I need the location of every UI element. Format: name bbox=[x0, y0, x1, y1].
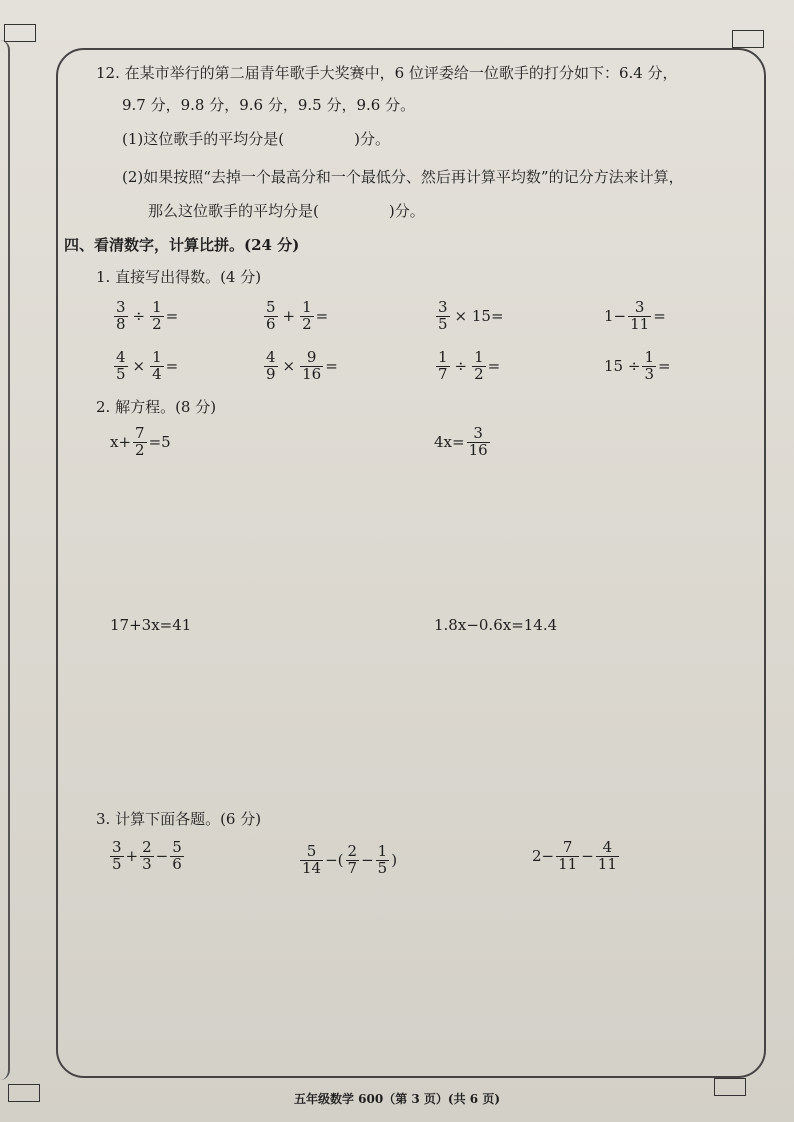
q12-line1: 12. 在某市举行的第二届青年歌手大奖赛中，6 位评委给一位歌手的打分如下：6.4 分， bbox=[96, 64, 678, 82]
section4-heading: 四、看清数字，计算比拼。(24 分) bbox=[64, 236, 300, 254]
numerator: 1 bbox=[152, 298, 162, 316]
part1-title: 1. 直接写出得数。(4 分) bbox=[96, 268, 262, 286]
part3-title: 3. 计算下面各题。(6 分) bbox=[96, 810, 262, 828]
denominator: 2 bbox=[302, 314, 312, 333]
fraction bbox=[436, 350, 450, 383]
fraction bbox=[114, 300, 128, 333]
calc-problem-1 bbox=[108, 840, 186, 873]
fraction bbox=[114, 350, 128, 383]
numerator: 1 bbox=[302, 298, 312, 316]
oral-calc-5 bbox=[112, 350, 178, 383]
operator: × bbox=[132, 357, 146, 376]
denominator: 2 bbox=[135, 440, 145, 459]
denominator: 5 bbox=[377, 858, 388, 877]
operator: = bbox=[165, 307, 179, 326]
operator: ÷ bbox=[132, 307, 146, 326]
fraction bbox=[628, 300, 651, 333]
fraction bbox=[300, 844, 323, 877]
denominator: 8 bbox=[116, 314, 126, 333]
equation-4: 1.8x−0.6x=14.4 bbox=[434, 616, 558, 634]
oral-calc-3 bbox=[434, 300, 507, 333]
equation-3: 17+3x=41 bbox=[110, 616, 192, 634]
fraction bbox=[170, 840, 184, 873]
denominator: 16 bbox=[468, 440, 488, 459]
calc-problem-3 bbox=[532, 840, 621, 873]
operator: − bbox=[155, 847, 169, 866]
fraction bbox=[436, 300, 450, 333]
fraction bbox=[140, 840, 154, 873]
numerator: 9 bbox=[306, 348, 317, 366]
operator: + bbox=[125, 847, 139, 866]
fraction bbox=[642, 350, 656, 383]
oral-calc-6 bbox=[262, 350, 338, 383]
oral-calc-7 bbox=[434, 350, 500, 383]
operator: − bbox=[361, 851, 374, 870]
operator: ÷ bbox=[454, 357, 468, 376]
part2-title: 2. 解方程。(8 分) bbox=[96, 398, 217, 416]
fraction bbox=[150, 350, 164, 383]
denominator: 3 bbox=[142, 854, 152, 873]
corner-marker-top-left bbox=[4, 24, 36, 42]
q12-part1 bbox=[122, 132, 390, 147]
operator: = bbox=[165, 357, 179, 376]
operator: = bbox=[657, 357, 671, 376]
denominator: 6 bbox=[266, 314, 276, 333]
operator: =5 bbox=[148, 433, 171, 452]
operator: x+ bbox=[110, 433, 132, 452]
fraction bbox=[472, 350, 486, 383]
equation-1 bbox=[110, 426, 171, 459]
numerator: 3 bbox=[473, 424, 483, 442]
denominator: 2 bbox=[152, 314, 162, 333]
numerator: 3 bbox=[116, 298, 126, 316]
oral-calc-4 bbox=[604, 300, 666, 333]
fraction bbox=[264, 300, 278, 333]
operator: 15 ÷ bbox=[604, 357, 641, 376]
operator: × 15= bbox=[454, 307, 504, 326]
oral-calc-1 bbox=[112, 300, 178, 333]
denominator: 2 bbox=[474, 364, 484, 383]
numerator: 1 bbox=[438, 348, 448, 366]
operator: × bbox=[282, 357, 296, 376]
numerator: 3 bbox=[634, 298, 645, 316]
oral-calc-8 bbox=[604, 350, 671, 383]
q12-line2: 9.7 分，9.8 分，9.6 分，9.5 分，9.6 分。 bbox=[122, 96, 416, 114]
operator: 2− bbox=[532, 847, 555, 866]
operator: 1− bbox=[604, 307, 627, 326]
q12-part2-unit: )分。 bbox=[388, 202, 425, 220]
numerator: 1 bbox=[152, 348, 162, 366]
operator: ) bbox=[391, 851, 398, 870]
numerator: 5 bbox=[306, 842, 317, 860]
numerator: 1 bbox=[644, 348, 654, 366]
operator: 4x= bbox=[434, 433, 465, 452]
denominator: 4 bbox=[152, 364, 162, 383]
fraction bbox=[596, 840, 619, 873]
denominator: 9 bbox=[266, 364, 276, 383]
fraction bbox=[133, 426, 147, 459]
operator: = bbox=[315, 307, 329, 326]
operator: −( bbox=[325, 851, 344, 870]
q12-part2-text: 那么这位歌手的平均分是( bbox=[148, 202, 319, 220]
denominator: 3 bbox=[644, 364, 654, 383]
previous-page-edge bbox=[0, 40, 10, 1080]
denominator: 6 bbox=[172, 854, 182, 873]
numerator: 4 bbox=[116, 348, 126, 366]
operator: − bbox=[581, 847, 594, 866]
corner-marker-top-right bbox=[732, 30, 764, 48]
fraction bbox=[376, 844, 390, 877]
numerator: 3 bbox=[112, 838, 122, 856]
q12-part1-text: (1)这位歌手的平均分是( bbox=[122, 130, 285, 148]
fraction bbox=[300, 300, 314, 333]
denominator: 5 bbox=[116, 364, 126, 383]
numerator: 2 bbox=[347, 842, 358, 860]
operator: = bbox=[487, 357, 501, 376]
denominator: 11 bbox=[630, 314, 650, 333]
operator: + bbox=[282, 307, 296, 326]
fraction bbox=[556, 840, 579, 873]
q12-part2: (2)如果按照“去掉一个最高分和一个最低分、然后再计算平均数”的记分方法来计算， bbox=[122, 168, 684, 186]
denominator: 11 bbox=[558, 854, 578, 873]
numerator: 1 bbox=[474, 348, 484, 366]
fraction bbox=[150, 300, 164, 333]
numerator: 2 bbox=[142, 838, 152, 856]
operator: = bbox=[325, 357, 338, 376]
numerator: 7 bbox=[135, 424, 145, 442]
denominator: 16 bbox=[302, 364, 322, 383]
numerator: 5 bbox=[172, 838, 182, 856]
q12-part2-cont bbox=[148, 204, 425, 219]
q12-part1-unit: )分。 bbox=[354, 130, 390, 148]
denominator: 14 bbox=[302, 858, 322, 877]
numerator: 3 bbox=[438, 298, 448, 316]
operator: = bbox=[653, 307, 666, 326]
denominator: 5 bbox=[438, 314, 448, 333]
fraction bbox=[467, 426, 490, 459]
page-footer: 五年级数学 600（第 3 页）(共 6 页) bbox=[294, 1092, 500, 1106]
numerator: 1 bbox=[377, 842, 388, 860]
denominator: 7 bbox=[347, 858, 358, 877]
numerator: 7 bbox=[562, 838, 573, 856]
fraction bbox=[264, 350, 278, 383]
denominator: 11 bbox=[597, 854, 617, 873]
equation-2 bbox=[434, 426, 492, 459]
denominator: 5 bbox=[112, 854, 122, 873]
denominator: 7 bbox=[438, 364, 448, 383]
calc-problem-2 bbox=[298, 844, 397, 877]
fraction bbox=[300, 350, 323, 383]
numerator: 5 bbox=[266, 298, 276, 316]
fraction bbox=[346, 844, 360, 877]
oral-calc-2 bbox=[262, 300, 328, 333]
numerator: 4 bbox=[266, 348, 276, 366]
numerator: 4 bbox=[602, 838, 613, 856]
fraction bbox=[110, 840, 124, 873]
